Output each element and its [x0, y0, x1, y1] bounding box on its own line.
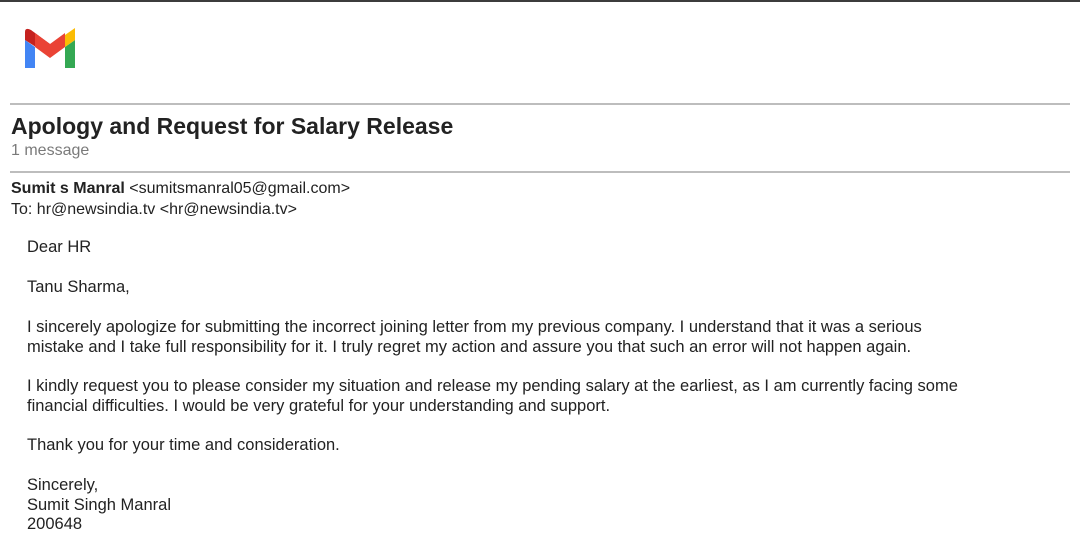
email-signoff: Sincerely,	[27, 476, 99, 494]
email-subject: Apology and Request for Salary Release	[11, 113, 454, 139]
email-thanks: Thank you for your time and consideration.	[27, 436, 340, 454]
email-recipient-name: Tanu Sharma,	[27, 278, 130, 296]
sender-line	[11, 180, 350, 198]
gmail-logo-icon	[22, 28, 78, 72]
message-count: 1 message	[11, 142, 90, 159]
sender-name: Sumit s Manral	[11, 180, 125, 197]
email-greeting: Dear HR	[27, 238, 92, 256]
message-divider	[10, 171, 1070, 173]
email-signature-name: Sumit Singh Manral	[27, 496, 171, 514]
email-paragraph-1-line-1: I sincerely apologize for submitting the incorrect joining letter from my previous company. I understand that it was a serious	[27, 318, 922, 336]
top-border	[0, 0, 1080, 2]
email-paragraph-2-line-2: financial difficulties. I would be very grateful for your understanding and support.	[27, 397, 611, 415]
recipient-line: To: hr@newsindia.tv <hr@newsindia.tv>	[11, 201, 297, 218]
email-employee-id: 200648	[27, 515, 83, 533]
email-paragraph-1-line-2: mistake and I take full responsibility for it. I truly regret my action and assure you that such an error will not happen again.	[27, 338, 912, 356]
header-divider	[10, 103, 1070, 105]
email-paragraph-2-line-1: I kindly request you to please consider my situation and release my pending salary at the earliest, as I am currently facing some	[27, 377, 958, 395]
sender-email: <sumitsmanral05@gmail.com>	[129, 180, 351, 197]
